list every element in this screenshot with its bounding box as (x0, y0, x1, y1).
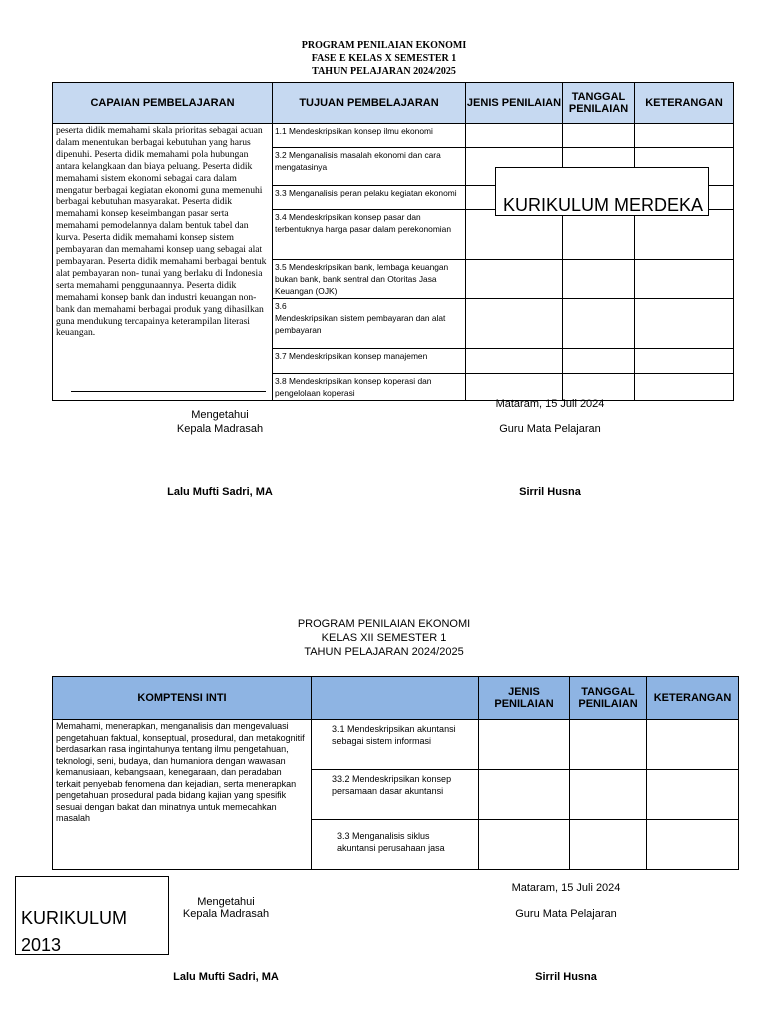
doc2-title-line1: PROGRAM PENILAIAN EKONOMI (297, 618, 471, 630)
doc1-assessment-table (52, 82, 734, 401)
header-jenis: JENIS PENILAIAN (466, 83, 563, 124)
doc2-right-role: Guru Mata Pelajaran (515, 908, 617, 920)
capaian-underline (71, 391, 266, 392)
doc2-title-line2: KELAS XII SEMESTER 1 (321, 632, 447, 644)
header-tujuan: TUJUAN PEMBELAJARAN (273, 83, 466, 124)
doc2-assessment-table (52, 676, 739, 870)
doc2-left-role1: Mengetahui (197, 896, 255, 908)
tujuan-item: 3.3 Menganalisis peran pelaku kegiatan ekonomi (273, 186, 466, 210)
kompetensi-inti-text: Memahami, menerapkan, menganalisis dan mengevaluasi pengetahuan faktual, konseptual, prosedural, dan metakognitif berdasarkan rasa ingintahunya tentang ilmu pengetahuan, teknologi, seni, budaya, dan humaniora dengan wawasan kemanusiaan, kebangsaan, kenegaraan, dan peradaban terkait penyebab fenomena dan kejadian, serta menerapkan pengetahuan prosedural pada bidang kajian yang spesifik sesuai dengan bakat dan minatnya untuk memecahkan masalah (56, 721, 305, 823)
tujuan-item: 3.7 Mendeskripsikan konsep manajemen (273, 349, 466, 374)
doc1-title-line1: PROGRAM PENILAIAN EKONOMI (301, 40, 467, 51)
tujuan-item: 3.4 Mendeskripsikan konsep pasar dan terbentuknya harga pasar dalam perekonomian (273, 210, 466, 260)
doc1-title-line3: TAHUN PELAJARAN 2024/2025 (312, 66, 456, 77)
kurikulum-2013-stamp: KURIKULUM 2013 (15, 876, 169, 955)
header-capaian: CAPAIAN PEMBELAJARAN (53, 83, 273, 124)
tujuan-item: 3.2 Menganalisis masalah ekonomi dan cara mengatasinya (273, 148, 466, 186)
doc2-left-role2: Kepala Madrasah (182, 908, 270, 920)
doc1-left-role2: Kepala Madrasah (176, 423, 264, 435)
header-keterangan: KETERANGAN (635, 83, 734, 124)
header-tanggal: TANGGAL PENILAIAN (570, 677, 647, 720)
doc1-title (0, 39, 768, 78)
header-keterangan: KETERANGAN (647, 677, 739, 720)
tujuan-item: 3.5 Mendeskripsikan bank, lembaga keuangan bukan bank, bank sentral dan Otoritas Jasa Keuangan (OJK) (273, 260, 466, 299)
kompetensi-inti-cell (53, 720, 312, 870)
tujuan-item: 3.8 Mendeskripsikan konsep koperasi dan pengelolaan koperasi (273, 374, 466, 401)
doc1-left-name: Lalu Mufti Sadri, MA (167, 486, 273, 498)
header-jenis: JENIS PENILAIAN (479, 677, 570, 720)
doc1-right-role: Guru Mata Pelajaran (499, 423, 601, 435)
doc2-title-line3: TAHUN PELAJARAN 2024/2025 (304, 646, 464, 658)
capaian-text: peserta didik memahami skala prioritas sebagai acuan dalam menentukan berbagai kebutuhan yang harus dipenuhi. Peserta didik memahami pola hubungan antara kelangkaan dan biaya peluang. Peserta didik memahami sistem ekonomi sebagai cara dalam mengatur berbagai kegiatan ekonomi guna memenuhi berbagai kebutuhan masyarakat. Peserta didik memahami konsep keseimbangan pasar serta memahami pemodelannya dalam bentuk tabel dan kurva. Peserta didik memahami konsep sistem pembayaran dan memahami konsep uang sebagai alat pembayaran. Peserta didik memahami berbagai bentuk alat pembayaran non- tunai yang berlaku di Indonesia serta memahami penggunaannya. Peserta didik memahami konsep bank dan industri keuangan non-bank dan memahami berbagai produk yang dihasilkan guna mendukung tercapainya keterampilan literasi keuangan. (56, 125, 267, 339)
doc2-left-name: Lalu Mufti Sadri, MA (173, 971, 279, 983)
tujuan-item: 3.6 Mendeskripsikan sistem pembayaran dan alat pembayaran (273, 299, 466, 349)
doc2-right-name: Sirril Husna (535, 971, 597, 983)
doc1-place-date: Mataram, 15 Juli 2024 (495, 398, 605, 410)
doc1-right-name: Sirril Husna (519, 486, 581, 498)
kurikulum-merdeka-stamp: KURIKULUM MERDEKA (495, 167, 709, 216)
doc2-place-date: Mataram, 15 Juli 2024 (511, 882, 621, 894)
tujuan-item: 1.1 Mendeskripsikan konsep ilmu ekonomi (273, 124, 466, 148)
header-tanggal: TANGGAL PENILAIAN (563, 83, 635, 124)
doc1-left-role1: Mengetahui (191, 409, 249, 421)
kd-item: 3.3 Menganalisis siklus akuntansi perusahaan jasa (312, 820, 479, 870)
doc1-title-line2: FASE E KELAS X SEMESTER 1 (311, 53, 457, 64)
header-kompetensi: KOMPTENSI INTI (53, 677, 312, 720)
capaian-cell (53, 124, 273, 401)
kd-item: 3.1 Mendeskripsikan akuntansi sebagai sistem informasi (312, 720, 479, 770)
doc2-title (0, 617, 768, 659)
kd-item: 33.2 Mendeskripsikan konsep persamaan dasar akuntansi (312, 770, 479, 820)
header-blank (312, 677, 479, 720)
